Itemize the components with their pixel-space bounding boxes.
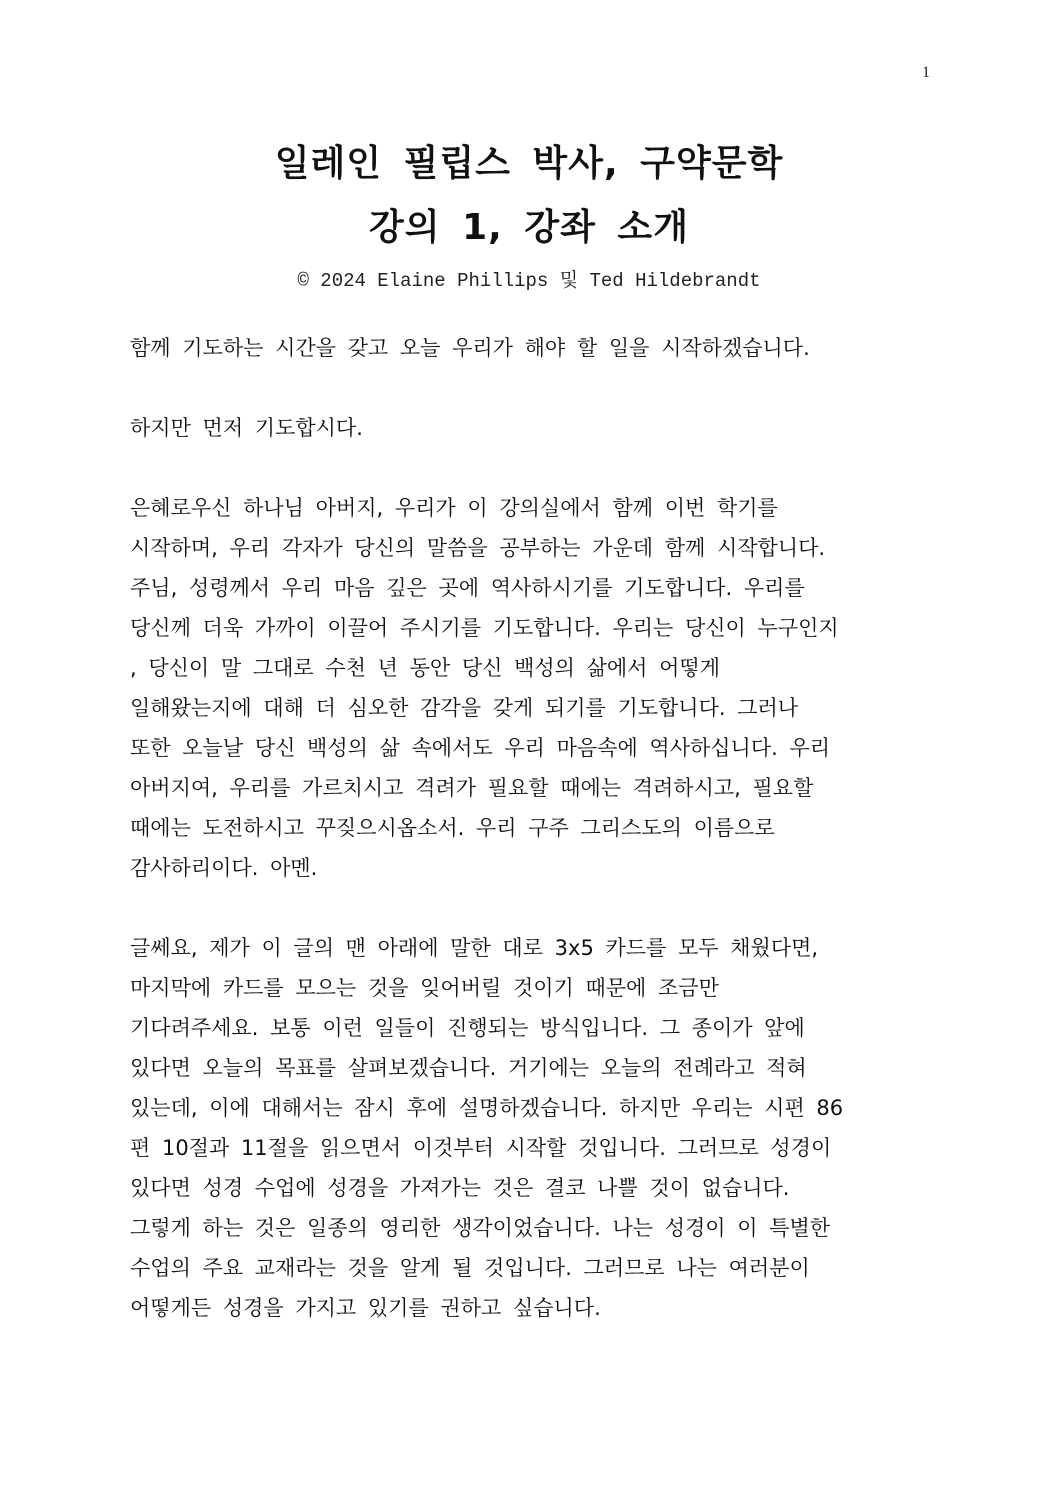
text-line: 어떻게든 성경을 가지고 있기를 권하고 싶습니다. bbox=[130, 1296, 601, 1320]
copyright-notice: © 2024 Elaine Phillips 및 Ted Hildebrandt bbox=[297, 270, 761, 292]
text-line: 함께 기도하는 시간을 갖고 오늘 우리가 해야 할 일을 시작하겠습니다. bbox=[130, 336, 810, 360]
text-line: 은혜로우신 하나님 아버지, 우리가 이 강의실에서 함께 이번 학기를 bbox=[130, 496, 778, 520]
text-line: 있다면 오늘의 목표를 살펴보겠습니다. 거기에는 오늘의 전례라고 적혀 bbox=[130, 1056, 807, 1080]
text-line: 아버지여, 우리를 가르치시고 격려가 필요할 때에는 격려하시고, 필요할 bbox=[130, 776, 814, 800]
text-line: 당신께 더욱 가까이 이끌어 주시기를 기도합니다. 우리는 당신이 누구인지 bbox=[130, 616, 839, 640]
text-line: 감사하리이다. 아멘. bbox=[130, 856, 318, 880]
text-line: 또한 오늘날 당신 백성의 삶 속에서도 우리 마음속에 역사하십니다. 우리 bbox=[130, 736, 831, 760]
text-line: , 당신이 말 그대로 수천 년 동안 당신 백성의 삶에서 어떻게 bbox=[130, 656, 721, 680]
page-number: 1 bbox=[922, 64, 930, 81]
text-line: 하지만 먼저 기도합시다. bbox=[130, 416, 363, 440]
text-line: 글쎄요, 제가 이 글의 맨 아래에 말한 대로 3x5 카드를 모두 채웠다면, bbox=[130, 936, 819, 960]
text-line: 수업의 주요 교재라는 것을 알게 될 것입니다. 그러므로 나는 여러분이 bbox=[130, 1256, 810, 1280]
text-line: 있다면 성경 수업에 성경을 가져가는 것은 결코 나쁠 것이 없습니다. bbox=[130, 1176, 790, 1200]
text-line: 때에는 도전하시고 꾸짖으시옵소서. 우리 구주 그리스도의 이름으로 bbox=[130, 816, 775, 840]
paragraph-intro bbox=[130, 328, 930, 368]
text-line: 그렇게 하는 것은 일종의 영리한 생각이었습니다. 나는 성경이 이 특별한 bbox=[130, 1216, 831, 1240]
text-line: 기다려주세요. 보통 이런 일들이 진행되는 방식입니다. 그 종이가 앞에 bbox=[130, 1016, 805, 1040]
title-block bbox=[0, 132, 1058, 294]
text-line: 편 10절과 11절을 읽으면서 이것부터 시작할 것입니다. 그러므로 성경이 bbox=[130, 1136, 832, 1160]
lecture-subtitle: 강의 1, 강좌 소개 bbox=[369, 207, 689, 248]
text-line: 시작하며, 우리 각자가 당신의 말씀을 공부하는 가운데 함께 시작합니다. bbox=[130, 536, 826, 560]
paragraph-prayer bbox=[130, 488, 930, 888]
text-line: 있는데, 이에 대해서는 잠시 후에 설명하겠습니다. 하지만 우리는 시편 86 bbox=[130, 1096, 844, 1120]
text-line: 주님, 성령께서 우리 마음 깊은 곳에 역사하시기를 기도합니다. 우리를 bbox=[130, 576, 805, 600]
paragraph-prayer-intro bbox=[130, 408, 930, 448]
text-line: 일해왔는지에 대해 더 심오한 감각을 갖게 되기를 기도합니다. 그러나 bbox=[130, 696, 799, 720]
paragraph-cards bbox=[130, 928, 930, 1328]
text-line: 마지막에 카드를 모으는 것을 잊어버릴 것이기 때문에 조금만 bbox=[130, 976, 719, 1000]
transcript-body bbox=[130, 328, 930, 1368]
lecture-title: 일레인 필립스 박사, 구약문학 bbox=[274, 143, 784, 184]
